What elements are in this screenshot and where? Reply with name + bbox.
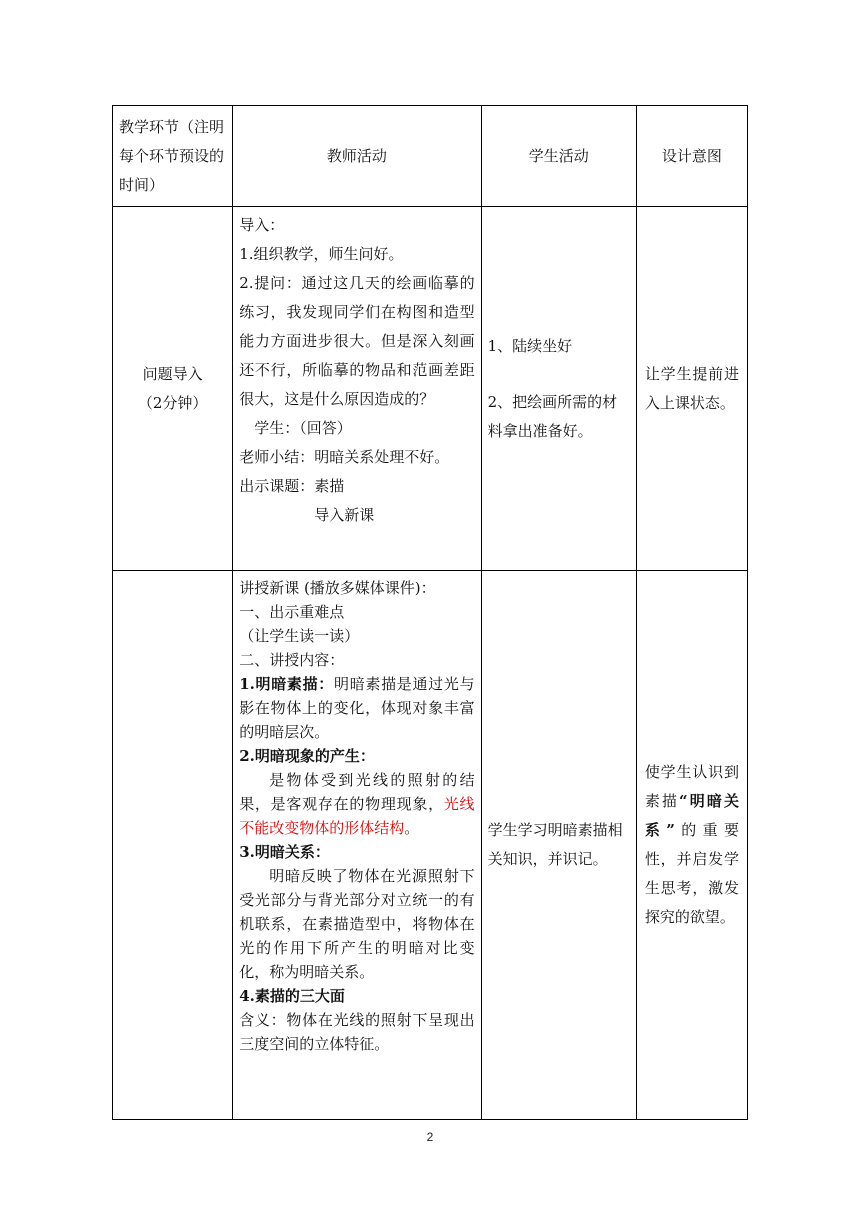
student-line: 2、把绘画所需的材料拿出准备好。: [487, 392, 618, 440]
stage-cell-intro: [113, 207, 233, 571]
intent-text: 使学生认识到素描: [644, 763, 739, 810]
intent-cell-teach: [636, 571, 747, 1120]
section-1: [239, 672, 474, 744]
teacher-line: 一、出示重难点: [239, 603, 345, 621]
section-2-text: [239, 768, 474, 840]
teacher-line: 二、讲授内容：: [239, 651, 345, 669]
teacher-line: 导入新课: [314, 506, 375, 524]
teacher-line: （让学生读一读）: [239, 627, 360, 645]
header-stage: 教学环节（注明每个环节预设的时间）: [113, 106, 233, 207]
teacher-line: 老师小结：明暗关系处理不好。: [239, 448, 450, 466]
teacher-line: 1.组织教学，师生问好。: [239, 245, 404, 263]
teacher-line: 导入：: [239, 216, 285, 234]
section-1-title: 1.明暗素描：: [239, 675, 335, 693]
teacher-line: 2.提问：通过这几天的绘画临摹的练习，我发现同学们在构图和造型能力方面进步很大。但是深入刻画还不行，所临摹的物品和范画差距很大，这是什么原因造成的？: [239, 274, 475, 408]
student-cell-intro: [481, 207, 636, 571]
section-2-end: 。: [404, 819, 420, 837]
intent-text-end: 的重要性，并启发学生思考，激发探究的欲望。: [644, 821, 739, 926]
lesson-plan-table: [112, 105, 748, 1120]
section-2-highlight: 光线不能改变物体的形体结构: [239, 795, 475, 837]
page-number: 2: [426, 1130, 434, 1144]
section-3-title: 3.明暗关系：: [239, 843, 330, 861]
section-1-text: 明暗素描是通过光与影在物体上的变化，体现对象丰富的明暗层次。: [239, 675, 475, 741]
section-4-text: 含义：物体在光线的照射下呈现出三度空间的立体特征。: [239, 1011, 475, 1053]
header-student: 学生活动: [481, 106, 636, 207]
stage-name: 问题导入: [142, 364, 203, 383]
teacher-cell-intro: [233, 207, 481, 571]
teacher-line: 讲授新课 (播放多媒体课件)：: [239, 579, 436, 597]
section-2-title: 2.明暗现象的产生：: [239, 747, 375, 765]
section-4-title: 4.素描的三大面: [239, 987, 345, 1005]
stage-cell-teach: [113, 571, 233, 1120]
header-intent: 设计意图: [636, 106, 747, 207]
table-row: [113, 207, 748, 571]
intent-cell-intro: 让学生提前进入上课状态。: [636, 207, 747, 571]
table-row: [113, 571, 748, 1120]
stage-time: （2分钟）: [137, 393, 208, 412]
teacher-cell-teach: [233, 571, 481, 1120]
header-row: [113, 106, 748, 207]
header-teacher: 教师活动: [233, 106, 481, 207]
section-3-text: 明暗反映了物体在光源照射下受光部分与背光部分对立统一的有机联系，在素描造型中，将物体在光的作用下所产生的明暗对比变化，称为明暗关系。: [239, 867, 475, 981]
intent-emphasis: “明暗关系”: [644, 792, 739, 839]
student-cell-teach: 学生学习明暗素描相关知识，并识记。: [481, 571, 636, 1120]
teacher-line: 出示课题：素描: [239, 477, 345, 495]
student-line: 1、陆续坐好: [487, 336, 573, 355]
teacher-line: 学生：（回答）: [254, 419, 352, 437]
section-2-body: 是物体受到光线的照射的结果，是客观存在的物理现象，: [239, 771, 475, 813]
